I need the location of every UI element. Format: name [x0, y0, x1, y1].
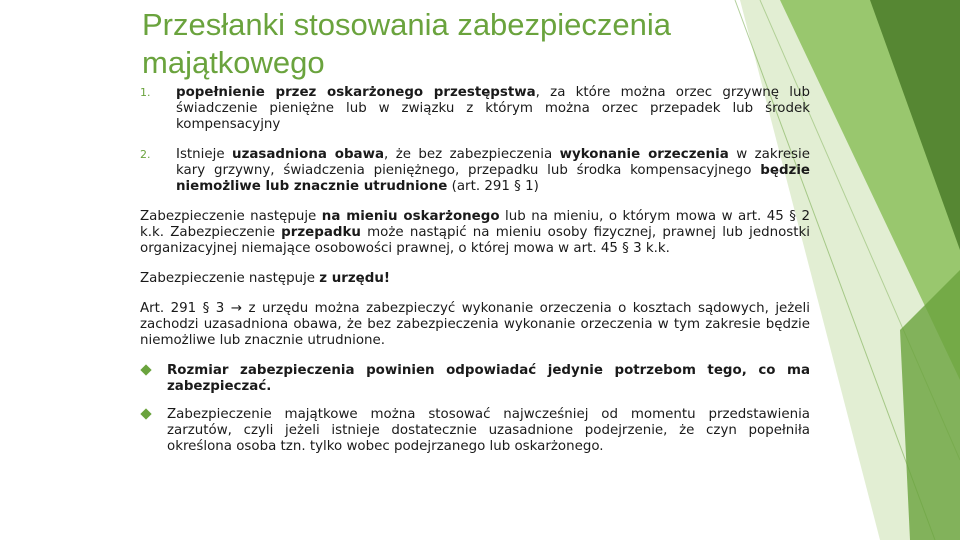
text-segment: , za które można orzec grzywnę lub świadczenie pieniężne lub w związku z którym można orzec przepadek lub środek kompensacyjny — [176, 85, 810, 132]
bold-text-segment: wykonanie orzeczenia — [559, 147, 729, 162]
text-segment: w zakresie kary grzywny, świadczenia pieniężnego, przepadku lub środka kompensacyjnego — [176, 147, 810, 178]
bold-text-segment: Rozmiar zabezpieczenia powinien odpowiadać jedynie potrzebom tego, co ma zabezpieczać. — [167, 363, 810, 394]
item-text — [176, 147, 810, 195]
numbered-item — [140, 85, 810, 133]
paragraph — [140, 301, 810, 349]
text-segment: , że bez zabezpieczenia — [383, 147, 560, 162]
paragraph — [140, 209, 810, 257]
numbered-list — [140, 85, 810, 195]
slide-content — [140, 85, 810, 467]
text-segment: Istnieje — [176, 147, 233, 162]
bold-text-segment: z urzędu! — [319, 271, 390, 286]
text-segment: (art. 291 § 1) — [447, 179, 539, 194]
bullet-item — [140, 407, 810, 455]
diamond-bullet-icon — [140, 408, 151, 419]
bullet-text — [167, 407, 810, 455]
numbered-item — [140, 147, 810, 195]
bullet-item — [140, 363, 810, 395]
text-segment: Zabezpieczenie następuje — [140, 271, 320, 286]
bold-text-segment: na mieniu oskarżonego — [321, 209, 500, 224]
paragraph — [140, 271, 810, 287]
text-segment: może nastąpić na mieniu osoby fizycznej, prawnej lub jednostki organizacyjnej niemające osobowości prawnej, o której mowa w art. 45 § 3 k.k. — [140, 225, 810, 256]
bullet-list — [140, 363, 810, 455]
paragraph-block — [140, 209, 810, 349]
bullet-text — [167, 363, 810, 395]
item-number: 2. — [140, 148, 151, 161]
text-segment: Zabezpieczenie następuje — [140, 209, 322, 224]
text-segment: Zabezpieczenie majątkowe można stosować najwcześniej od momentu przedstawienia zarzutów, czyli jeżeli istnieje dostatecznie uzasadnione podejrzenie, że czyn popełniła określona osoba tzn. tylko wobec podejrzanego lub oskarżonego. — [167, 407, 810, 454]
item-number: 1. — [140, 86, 151, 99]
text-segment: Art. 291 § 3 → z urzędu można zabezpieczyć wykonanie orzeczenia o kosztach sądowych, jeżeli zachodzi uzasadniona obawa, że bez zabezpieczenia wykonanie orzeczenia w tym zakresie będzie niemożliwe lub znacznie utrudnione. — [140, 301, 810, 348]
item-text — [176, 85, 810, 133]
bold-text-segment: będzie niemożliwe lub znacznie utrudnione — [176, 163, 810, 194]
bold-text-segment: przepadku — [281, 225, 361, 240]
bold-text-segment: popełnienie przez oskarżonego przestępstwa — [176, 85, 536, 100]
bold-text-segment: uzasadniona obawa — [232, 147, 384, 162]
diamond-bullet-icon — [140, 364, 151, 375]
slide-title: Przesłanki stosowania zabezpieczenia majątkowego — [142, 7, 672, 80]
text-segment: lub na mieniu, o którym mowa w art. 45 § 2 k.k. Zabezpieczenie — [140, 209, 811, 240]
